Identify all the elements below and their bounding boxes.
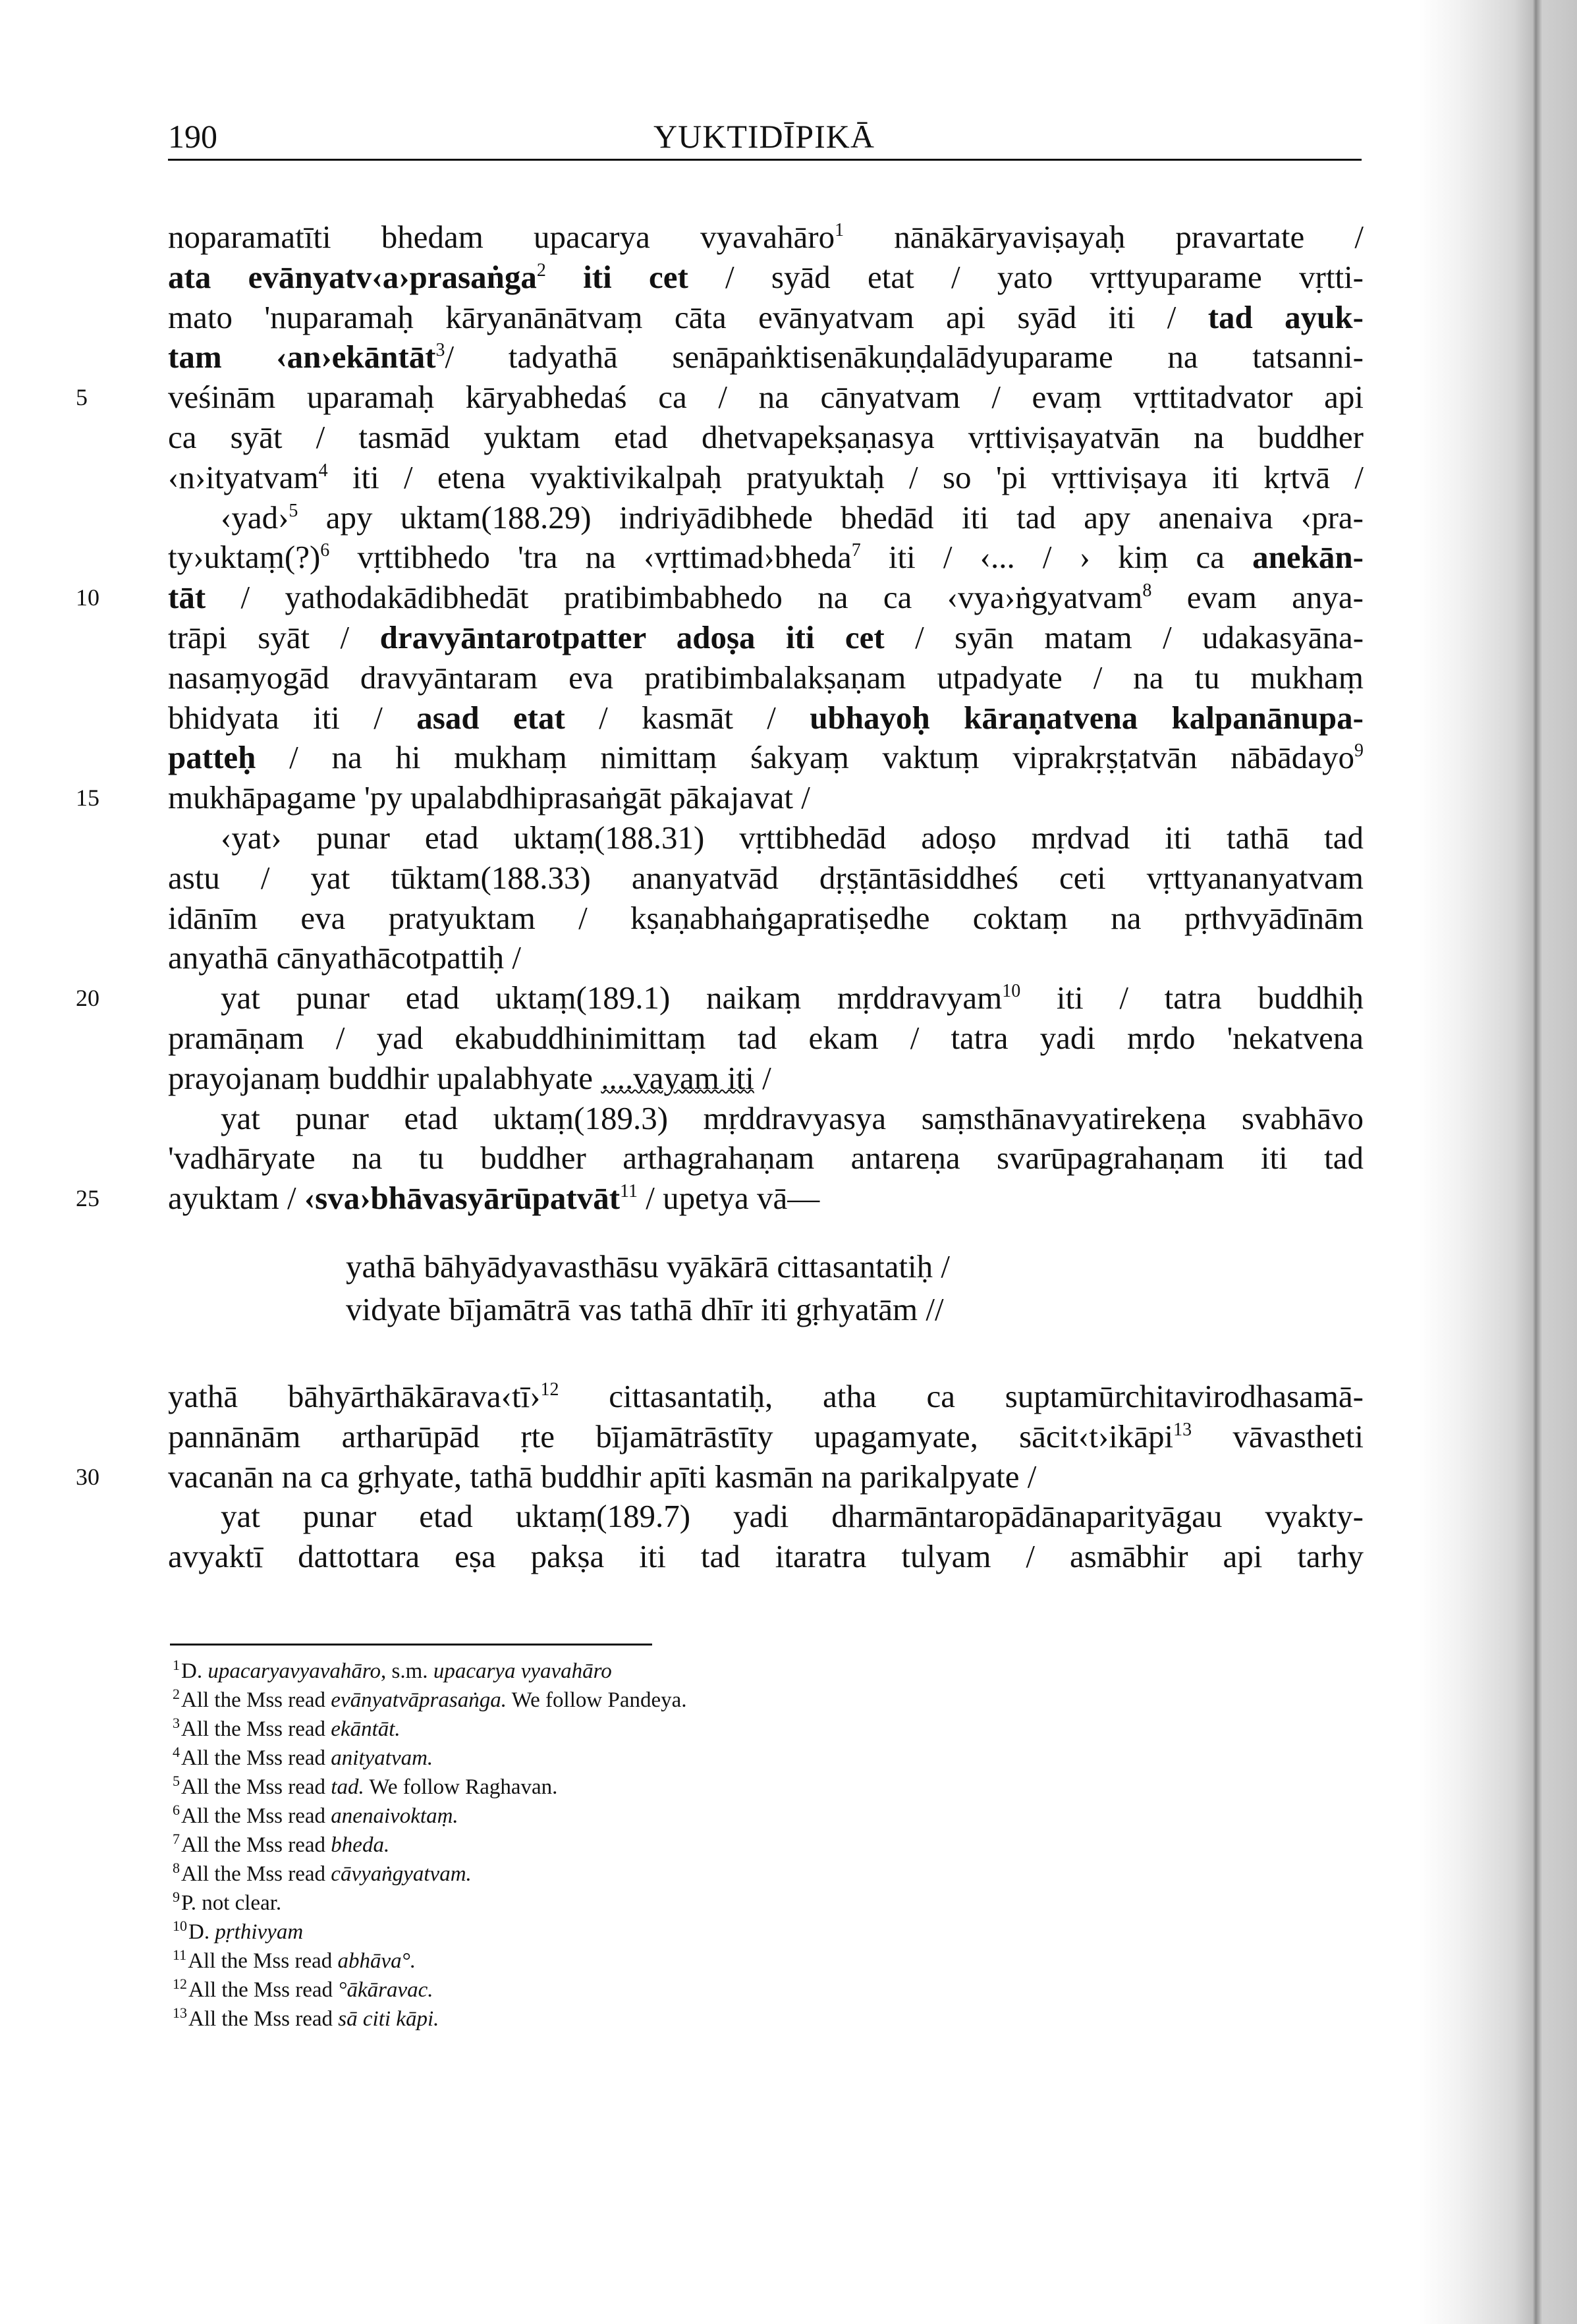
text-run: iti / ‹... / › kiṃ ca	[860, 539, 1253, 576]
bold-lemma: tāt	[168, 579, 206, 616]
footnote	[173, 1715, 687, 1744]
text-run: vṛttibhedo 'tra na ‹vṛttimad›bheda	[329, 539, 852, 576]
bold-lemma: tad ayuk-	[1207, 298, 1364, 335]
text-run: / upetya vā—	[637, 1180, 820, 1217]
text-run: iti / tatra buddhiḥ	[1020, 980, 1364, 1016]
text-line	[168, 1377, 1364, 1417]
footnote	[173, 1889, 687, 1918]
footnote-text: We follow Pandeya.	[507, 1688, 687, 1712]
footnote-ref: 12	[540, 1379, 559, 1400]
text-line	[168, 538, 1364, 578]
text-run: yat punar etad uktaṃ(189.7) yadi dharmāntaropādānaparityāgau vyakty-	[221, 1498, 1364, 1535]
footnote-rule	[170, 1644, 652, 1646]
text-line	[168, 1417, 1364, 1457]
text-line	[76, 978, 1364, 1018]
footnote-variant-reading: anenaivoktaṃ.	[331, 1804, 458, 1828]
bold-lemma: dravyāntarotpatter adoṣa iti cet	[379, 619, 885, 655]
uncertain-reading: ....vayam iti	[601, 1059, 754, 1096]
text-line	[168, 738, 1364, 778]
text-run: yathā bāhyārthākārava‹tī›	[168, 1378, 541, 1414]
text-line	[168, 458, 1364, 498]
footnote-ref: 13	[1173, 1419, 1192, 1440]
text-run: noparamatīti bhedam upacarya vyavahāro	[168, 219, 835, 255]
verse-line-1: yathā bāhyādyavasthāsu vyākārā cittasantatiḥ /	[346, 1248, 951, 1285]
footnote-ref: 1	[835, 220, 844, 240]
text-line	[168, 258, 1364, 298]
footnote-text: , s.m.	[381, 1659, 433, 1683]
page-number: 190	[168, 118, 217, 155]
footnote-ref: 4	[318, 460, 328, 481]
footnote-variant-reading: °ākāravac.	[338, 1978, 433, 2002]
text-line	[168, 818, 1364, 858]
footnote-ref: 10	[1002, 981, 1021, 1002]
text-run: bhidyata iti /	[168, 699, 417, 736]
text-run: pramāṇam / yad ekabuddhinimittaṃ tad ekam / tatra yadi mṛdo 'nekatvena	[168, 1019, 1364, 1056]
main-text-block-continued	[76, 1377, 1364, 1577]
footnote	[173, 1686, 687, 1715]
footnote	[173, 1976, 687, 2005]
footnote-ref: 5	[289, 500, 298, 521]
text-run: / syād etat / yato vṛttyuparame vṛtti-	[688, 258, 1364, 295]
footnote-number: 12	[173, 1976, 187, 1992]
text-line	[168, 1018, 1364, 1059]
text-line	[168, 217, 1364, 258]
footnote-variant-reading: cāvyaṅgyatvam.	[331, 1862, 472, 1886]
text-run: ‹yat› punar etad uktaṃ(188.31) vṛttibhedād adoṣo mṛdvad iti tathā tad	[221, 819, 1364, 856]
text-run: prayojanaṃ buddhir upalabhyate	[168, 1059, 601, 1096]
text-line	[76, 778, 1364, 818]
text-run: anyathā cānyathācotpattiḥ /	[168, 939, 522, 976]
text-line	[168, 298, 1364, 338]
text-run: veśinām uparamaḥ kāryabhedaś ca / na cānyatvam / evaṃ vṛttitadvator api	[168, 379, 1364, 416]
footnote-ref: 9	[1354, 740, 1364, 761]
footnote-text: All the Mss read	[181, 1775, 331, 1799]
text-line	[168, 658, 1364, 698]
scan-page-edge	[1419, 0, 1577, 2324]
text-run: evam anya-	[1151, 579, 1364, 616]
text-line	[168, 618, 1364, 658]
footnote-number: 2	[173, 1686, 180, 1702]
text-run: idānīm eva pratyuktam / kṣaṇabhaṅgapratiṣedhe coktaṃ na pṛthvyādīnām	[168, 899, 1364, 936]
verse-line-2: vidyate bījamātrā vas tathā dhīr iti gṛhyatām //	[346, 1291, 944, 1327]
text-line	[168, 1138, 1364, 1178]
text-run: mukhāpagame 'py upalabdhiprasaṅgāt pākajavat /	[168, 779, 810, 816]
text-run: astu / yat tūktam(188.33) ananyatvād dṛṣṭāntāsiddheś ceti vṛttyananyatvam	[168, 859, 1364, 896]
footnote-variant-reading: bheda.	[331, 1833, 390, 1857]
text-run: apy uktam(188.29) indriyādibhede bhedād iti tad apy anenaiva ‹pra-	[298, 499, 1364, 536]
running-title: YUKTIDĪPIKĀ	[653, 118, 875, 155]
text-run: ayuktam /	[168, 1180, 304, 1217]
bold-lemma: patteḥ	[168, 739, 256, 776]
text-run: yat punar etad uktaṃ(189.1) naikaṃ mṛddravyam	[221, 980, 1003, 1016]
footnote	[173, 1918, 687, 1947]
line-number: 5	[76, 384, 88, 411]
bold-lemma: asad etat	[416, 699, 565, 736]
bold-lemma: tam ‹an›ekāntāt	[168, 339, 436, 375]
text-run: / syān matam / udakasyāna-	[884, 619, 1364, 655]
text-line	[168, 498, 1364, 538]
footnote-ref: 7	[851, 540, 861, 561]
bold-lemma: ‹sva›bhāvasyārūpatvāt	[304, 1180, 621, 1217]
footnote	[173, 2005, 687, 2034]
text-run: / yathodakādibhedāt pratibimbabhedo na ca ‹vya›ṅgyatvam	[206, 579, 1143, 616]
footnote	[173, 1947, 687, 1976]
footnote-text: All the Mss read	[188, 2007, 339, 2031]
text-run: 'vadhāryate na tu buddher arthagrahaṇam antareṇa svarūpagrahaṇam iti tad	[168, 1140, 1364, 1176]
text-run: avyaktī dattottara eṣa pakṣa iti tad itaratra tulyam / asmābhir api tarhy	[168, 1538, 1364, 1575]
text-line	[76, 377, 1364, 418]
footnote-variant-reading: ekāntāt.	[331, 1717, 401, 1741]
footnote-text: All the Mss read	[188, 1949, 338, 1973]
footnote-text: All the Mss read	[181, 1833, 331, 1857]
text-run: pannānām artharūpād ṛte bījamātrāstīty upagamyate, sācit‹t›ikāpi	[168, 1418, 1174, 1454]
footnote	[173, 1831, 687, 1860]
text-line	[168, 698, 1364, 738]
text-run: cittasantatiḥ, atha ca suptamūrchitavirodhasamā-	[559, 1378, 1364, 1414]
text-run: ‹yad›	[221, 499, 289, 536]
footnote-number: 11	[173, 1947, 187, 1963]
footnote-text: All the Mss read	[188, 1978, 339, 2002]
footnote-number: 8	[173, 1860, 180, 1876]
text-run: mato 'nuparamaḥ kāryanānātvaṃ cāta evānyatvam api syād iti /	[168, 298, 1208, 335]
footnote	[173, 1802, 687, 1831]
text-run: / kasmāt /	[565, 699, 810, 736]
text-line	[168, 1537, 1364, 1577]
footnote-number: 7	[173, 1831, 180, 1847]
footnote	[173, 1860, 687, 1889]
footnote-text: All the Mss read	[181, 1717, 331, 1741]
footnote-text: D.	[188, 1920, 215, 1944]
footnote-variant-reading: anityatvam.	[331, 1746, 433, 1770]
bold-lemma: anekān-	[1252, 539, 1364, 576]
footnote-ref: 8	[1142, 580, 1152, 601]
text-run: vāvastheti	[1192, 1418, 1364, 1454]
footnote-variant-reading: sā citi kāpi.	[338, 2007, 439, 2031]
footnote-variant-reading: pṛthivyam	[215, 1920, 304, 1944]
text-run: /	[754, 1059, 771, 1096]
text-run: / tadyathā senāpaṅktisenākuṇḍalādyuparame na tatsanni-	[445, 339, 1364, 375]
text-line	[168, 418, 1364, 458]
footnote-text: All the Mss read	[181, 1862, 331, 1886]
text-line	[168, 938, 1364, 978]
bold-lemma: ubhayoḥ kāraṇatvena kalpanānupa-	[810, 699, 1364, 736]
footnote	[173, 1773, 687, 1802]
footnote-number: 6	[173, 1802, 180, 1818]
text-line	[76, 578, 1364, 618]
footnote-ref: 11	[620, 1181, 638, 1202]
text-line	[76, 1178, 1364, 1219]
footnote-variant-reading: evānyatvāprasaṅga.	[331, 1688, 507, 1712]
footnote-text: All the Mss read	[181, 1688, 331, 1712]
main-text-block	[76, 217, 1364, 1219]
footnote-ref: 2	[536, 260, 546, 281]
footnote-variant-reading: tad.	[331, 1775, 364, 1799]
text-line	[168, 1099, 1364, 1139]
footnote	[173, 1657, 687, 1686]
line-number: 25	[76, 1185, 99, 1212]
bold-lemma: iti cet	[545, 258, 688, 295]
footnote-text: D.	[181, 1659, 208, 1683]
text-line	[168, 1497, 1364, 1537]
header-rule	[168, 159, 1362, 161]
footnote-ref: 6	[320, 540, 330, 561]
text-run: ty›uktaṃ(?)	[168, 539, 321, 576]
footnote-number: 4	[173, 1744, 180, 1760]
footnote-variant-reading: upacarya vyavahāro	[433, 1659, 612, 1683]
footnote-variant-reading: abhāva°.	[337, 1949, 416, 1973]
text-line	[168, 899, 1364, 939]
text-run: nānākāryaviṣayaḥ pravartate /	[844, 219, 1364, 255]
text-run: vacanān na ca gṛhyate, tathā buddhir apīti kasmān na parikalpyate /	[168, 1458, 1037, 1495]
text-run: nasaṃyogād dravyāntaram eva pratibimbalakṣaṇam utpadyate / na tu mukhaṃ	[168, 659, 1364, 696]
footnote-text: We follow Raghavan.	[364, 1775, 558, 1799]
text-run: yat punar etad uktaṃ(189.3) mṛddravyasya saṃsthānavyatirekeṇa svabhāvo	[221, 1099, 1364, 1136]
footnote-number: 9	[173, 1889, 180, 1905]
footnote-number: 1	[173, 1657, 180, 1673]
text-run: ‹n›ityatvam	[168, 458, 319, 495]
footnote-number: 10	[173, 1918, 187, 1934]
text-run: / na hi mukhaṃ nimittaṃ śakyaṃ vaktuṃ viprakṛṣṭatvān nābādayo	[256, 739, 1354, 776]
text-run: ca syāt / tasmād yuktam etad dhetvapekṣaṇasya vṛttiviṣayatvān na buddher	[168, 418, 1364, 455]
text-line	[168, 337, 1364, 377]
footnote-variant-reading: upacaryavyavahāro	[208, 1659, 381, 1683]
footnote-text: All the Mss read	[181, 1804, 331, 1828]
text-run: trāpi syāt /	[168, 619, 380, 655]
footnote-text: P. not clear.	[181, 1891, 282, 1915]
text-run: iti / etena vyaktivikalpaḥ pratyuktaḥ / so 'pi vṛttiviṣaya iti kṛtvā /	[327, 458, 1364, 495]
footnote	[173, 1744, 687, 1773]
footnote-text: All the Mss read	[181, 1746, 331, 1770]
footnote-ref: 3	[435, 340, 445, 361]
footnote-number: 13	[173, 2005, 187, 2021]
line-number: 20	[76, 985, 99, 1012]
line-number: 10	[76, 584, 99, 611]
footnote-number: 5	[173, 1773, 180, 1789]
text-line	[168, 1059, 1364, 1099]
text-line	[76, 1457, 1364, 1497]
line-number: 15	[76, 785, 99, 812]
footnotes	[173, 1657, 687, 2034]
footnote-number: 3	[173, 1715, 180, 1731]
line-number: 30	[76, 1463, 99, 1490]
bold-lemma: ata evānyatv‹a›prasaṅga	[168, 258, 537, 295]
text-line	[168, 858, 1364, 899]
